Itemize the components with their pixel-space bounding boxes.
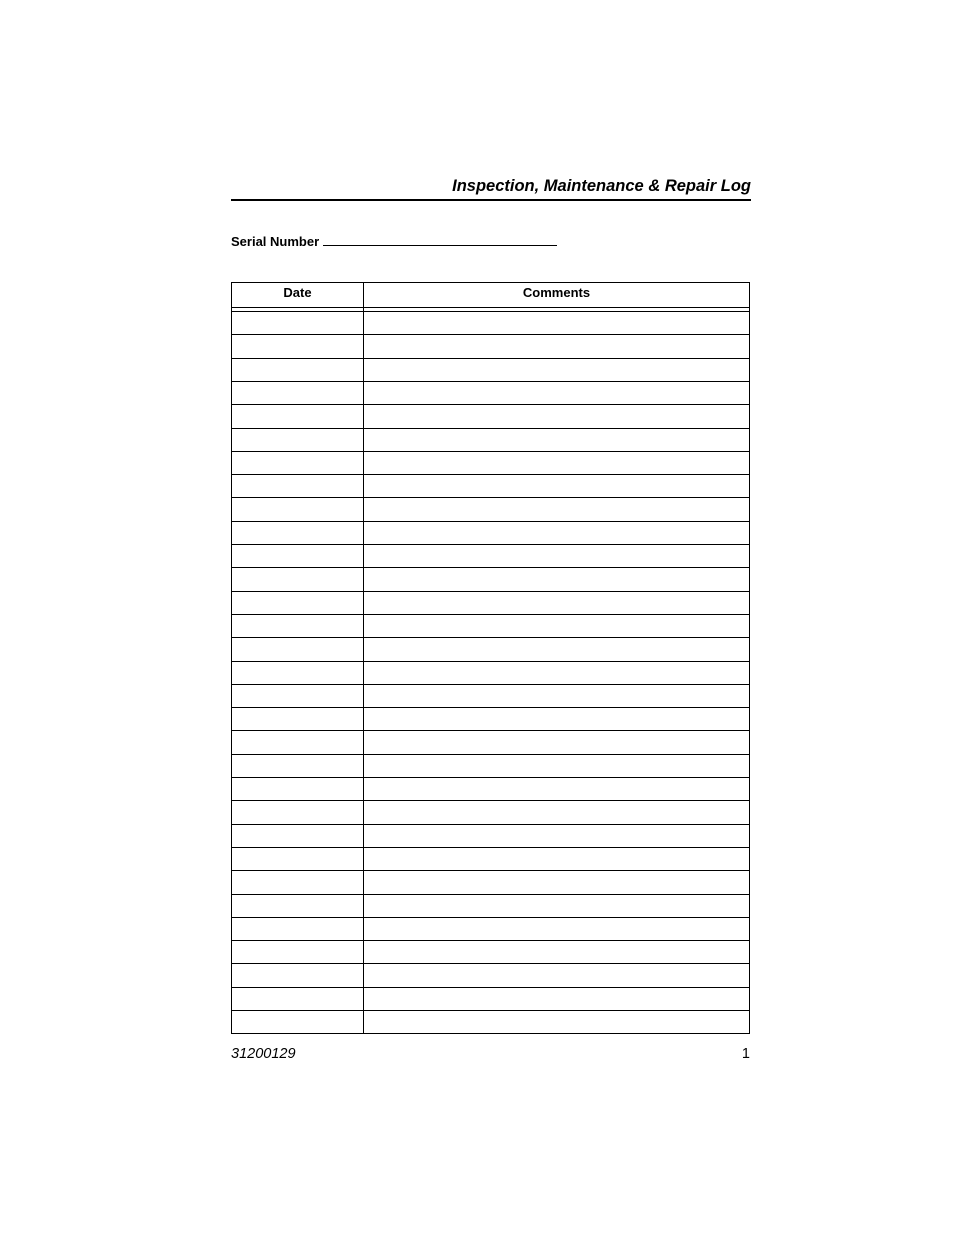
date-cell[interactable] (232, 848, 367, 870)
date-cell[interactable] (232, 731, 367, 753)
comments-cell[interactable] (364, 545, 749, 567)
comments-cell[interactable] (364, 662, 749, 684)
comments-cell[interactable] (364, 568, 749, 590)
comments-cell[interactable] (364, 615, 749, 637)
table-header-row (232, 283, 749, 308)
table-row (232, 311, 749, 334)
date-cell[interactable] (232, 522, 367, 544)
page-title: Inspection, Maintenance & Repair Log (452, 177, 751, 195)
comments-cell[interactable] (364, 359, 749, 381)
column-divider (363, 283, 364, 1033)
comments-cell[interactable] (364, 475, 749, 497)
table-row (232, 497, 749, 520)
date-cell[interactable] (232, 568, 367, 590)
date-cell[interactable] (232, 638, 367, 660)
table-row (232, 777, 749, 800)
comments-cell[interactable] (364, 988, 749, 1010)
date-cell[interactable] (232, 382, 367, 404)
table-row (232, 754, 749, 777)
document-number: 31200129 (231, 1046, 296, 1062)
comments-cell[interactable] (364, 848, 749, 870)
table-row (232, 661, 749, 684)
table-row (232, 963, 749, 986)
comments-cell[interactable] (364, 778, 749, 800)
table-row (232, 567, 749, 590)
comments-cell[interactable] (364, 755, 749, 777)
date-cell[interactable] (232, 708, 367, 730)
date-cell[interactable] (232, 755, 367, 777)
table-row (232, 614, 749, 637)
comments-cell[interactable] (364, 964, 749, 986)
comments-cell[interactable] (364, 825, 749, 847)
table-row (232, 404, 749, 427)
table-body (232, 311, 749, 1033)
table-row (232, 940, 749, 963)
date-cell[interactable] (232, 895, 367, 917)
comments-cell[interactable] (364, 871, 749, 893)
serial-number-blank-line[interactable] (323, 233, 557, 246)
date-cell[interactable] (232, 615, 367, 637)
date-cell[interactable] (232, 685, 367, 707)
date-cell[interactable] (232, 359, 367, 381)
title-rule (231, 199, 751, 201)
table-row (232, 987, 749, 1010)
comments-cell[interactable] (364, 429, 749, 451)
comments-cell[interactable] (364, 918, 749, 940)
date-cell[interactable] (232, 1011, 367, 1033)
date-cell[interactable] (232, 801, 367, 823)
table-row (232, 428, 749, 451)
table-row (232, 381, 749, 404)
comments-cell[interactable] (364, 708, 749, 730)
date-cell[interactable] (232, 918, 367, 940)
date-cell[interactable] (232, 498, 367, 520)
comments-cell[interactable] (364, 941, 749, 963)
serial-number-label: Serial Number (231, 234, 320, 249)
table-row (232, 451, 749, 474)
table-row (232, 637, 749, 660)
table-row (232, 894, 749, 917)
date-cell[interactable] (232, 825, 367, 847)
comments-cell[interactable] (364, 335, 749, 357)
table-row (232, 730, 749, 753)
table-row (232, 847, 749, 870)
comments-cell[interactable] (364, 638, 749, 660)
table-row (232, 334, 749, 357)
comments-cell[interactable] (364, 592, 749, 614)
date-column-header: Date (283, 285, 312, 300)
date-cell[interactable] (232, 988, 367, 1010)
comments-cell[interactable] (364, 522, 749, 544)
date-cell[interactable] (232, 964, 367, 986)
comments-cell[interactable] (364, 311, 749, 334)
date-cell[interactable] (232, 335, 367, 357)
date-cell[interactable] (232, 871, 367, 893)
date-cell[interactable] (232, 592, 367, 614)
serial-number-field (231, 233, 557, 250)
table-row (232, 358, 749, 381)
comments-cell[interactable] (364, 685, 749, 707)
date-cell[interactable] (232, 941, 367, 963)
date-cell[interactable] (232, 405, 367, 427)
date-cell[interactable] (232, 662, 367, 684)
date-cell[interactable] (232, 429, 367, 451)
comments-cell[interactable] (364, 452, 749, 474)
table-row (232, 870, 749, 893)
comments-column-header: Comments (522, 285, 591, 300)
table-row (232, 800, 749, 823)
comments-cell[interactable] (364, 731, 749, 753)
table-row (232, 474, 749, 497)
comments-cell[interactable] (364, 801, 749, 823)
comments-cell[interactable] (364, 1011, 749, 1033)
comments-cell[interactable] (364, 498, 749, 520)
date-cell[interactable] (232, 475, 367, 497)
table-row (232, 521, 749, 544)
date-cell[interactable] (232, 452, 367, 474)
date-cell[interactable] (232, 778, 367, 800)
date-cell[interactable] (232, 545, 367, 567)
table-row (232, 591, 749, 614)
table-row (232, 917, 749, 940)
comments-cell[interactable] (364, 405, 749, 427)
table-row (232, 1010, 749, 1033)
page-number: 1 (741, 1046, 750, 1062)
date-cell[interactable] (232, 311, 367, 334)
table-row (232, 684, 749, 707)
table-row (232, 544, 749, 567)
table-row (232, 824, 749, 847)
comments-cell[interactable] (364, 895, 749, 917)
comments-cell[interactable] (364, 382, 749, 404)
log-table (231, 282, 750, 1034)
table-row (232, 707, 749, 730)
